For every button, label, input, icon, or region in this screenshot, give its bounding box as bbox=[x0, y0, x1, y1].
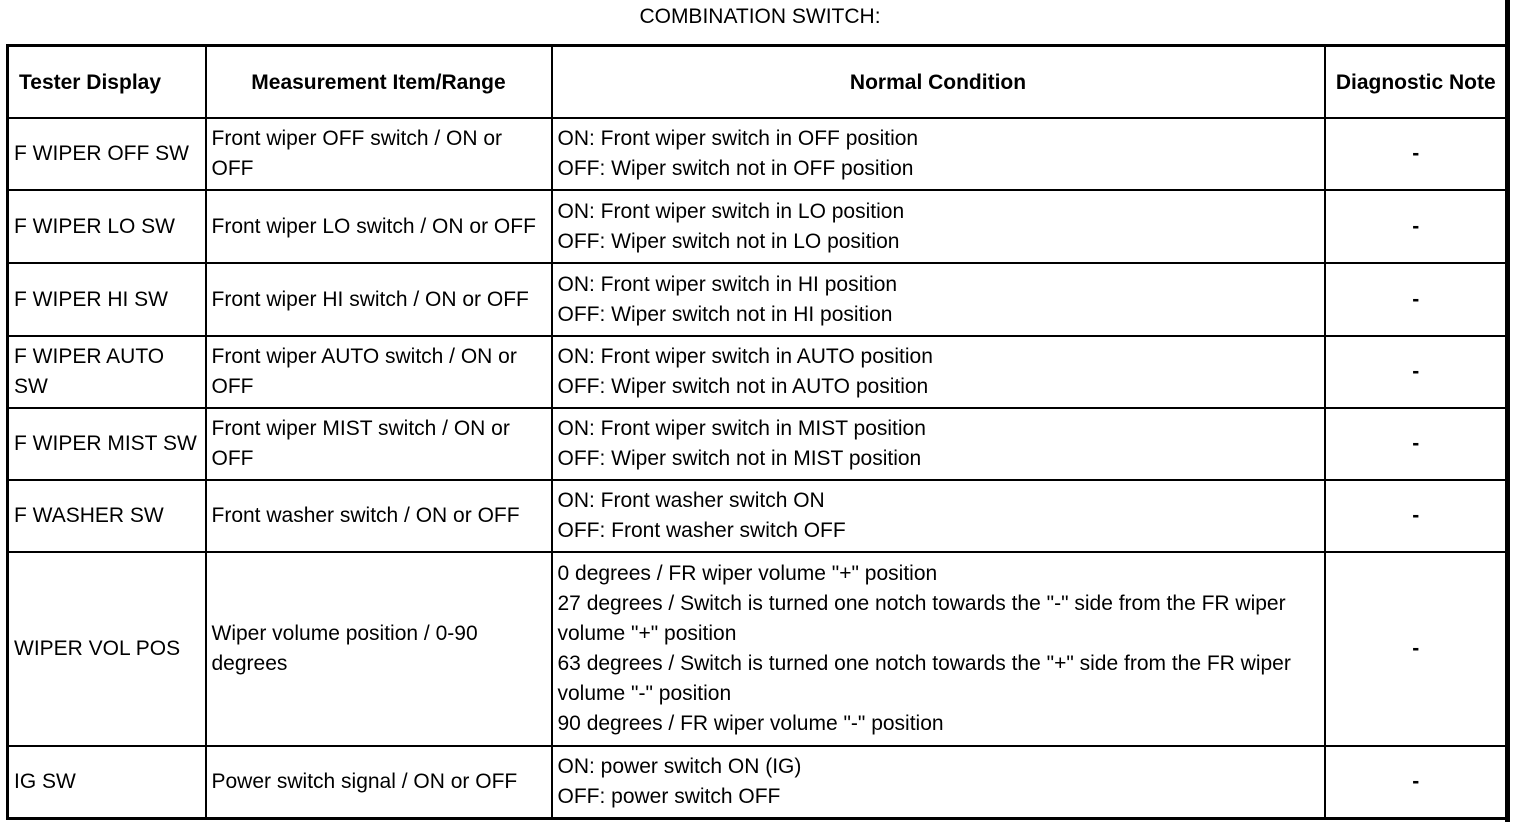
cell-normal-condition bbox=[552, 552, 1325, 746]
condition-line: OFF: Front washer switch OFF bbox=[557, 519, 846, 542]
cell-diagnostic-note: - bbox=[1325, 118, 1508, 190]
cell-measurement-item: Power switch signal / ON or OFF bbox=[206, 746, 552, 818]
cell-tester-display: F WIPER LO SW bbox=[8, 190, 206, 263]
cell-diagnostic-note: - bbox=[1325, 746, 1508, 818]
cell-measurement-item: Front wiper OFF switch / ON or OFF bbox=[206, 118, 552, 190]
header-measurement-item: Measurement Item/Range bbox=[206, 46, 552, 119]
cell-normal-condition bbox=[552, 480, 1325, 552]
cell-normal-condition bbox=[552, 118, 1325, 190]
cell-measurement-item: Front wiper HI switch / ON or OFF bbox=[206, 263, 552, 336]
table-row bbox=[8, 263, 1508, 336]
condition-line: OFF: Wiper switch not in MIST position bbox=[557, 447, 922, 470]
cell-normal-condition bbox=[552, 746, 1325, 818]
cell-diagnostic-note: - bbox=[1325, 336, 1508, 408]
table-row bbox=[8, 480, 1508, 552]
condition-line: ON: Front wiper switch in OFF position bbox=[557, 127, 919, 150]
cell-diagnostic-note: - bbox=[1325, 190, 1508, 263]
cell-diagnostic-note: - bbox=[1325, 552, 1508, 746]
cell-normal-condition bbox=[552, 336, 1325, 408]
cell-normal-condition bbox=[552, 408, 1325, 480]
condition-line: ON: Front wiper switch in AUTO position bbox=[557, 345, 933, 368]
condition-line: ON: power switch ON (IG) bbox=[557, 754, 802, 778]
condition-line: OFF: Wiper switch not in AUTO position bbox=[557, 375, 929, 398]
table-row bbox=[8, 746, 1508, 818]
cell-tester-display: F WIPER MIST SW bbox=[8, 408, 206, 480]
cell-measurement-item: Front wiper MIST switch / ON or OFF bbox=[206, 408, 552, 480]
cell-tester-display: F WIPER AUTO SW bbox=[8, 336, 206, 408]
cell-measurement-item: Front washer switch / ON or OFF bbox=[206, 480, 552, 552]
condition-line: OFF: Wiper switch not in HI position bbox=[557, 302, 893, 326]
cell-measurement-item: Front wiper LO switch / ON or OFF bbox=[206, 190, 552, 263]
condition-line: OFF: Wiper switch not in LO position bbox=[557, 229, 900, 253]
cell-measurement-item: Wiper volume position / 0-90 degrees bbox=[206, 552, 552, 746]
condition-line: ON: Front wiper switch in HI position bbox=[557, 272, 898, 296]
table-row bbox=[8, 552, 1508, 746]
cell-tester-display: IG SW bbox=[8, 746, 206, 818]
condition-line: ON: Front washer switch ON bbox=[557, 489, 825, 512]
condition-line: 27 degrees / Switch is turned one notch towards the "-" side from the FR wiper volume "+" position bbox=[557, 592, 1286, 645]
condition-line: 63 degrees / Switch is turned one notch towards the "+" side from the FR wiper volume "-" position bbox=[557, 652, 1291, 705]
cell-diagnostic-note: - bbox=[1325, 408, 1508, 480]
condition-line: OFF: power switch OFF bbox=[557, 784, 781, 808]
header-normal-condition: Normal Condition bbox=[552, 46, 1325, 119]
table-row bbox=[8, 190, 1508, 263]
table-row bbox=[8, 118, 1508, 190]
header-diagnostic-note: Diagnostic Note bbox=[1325, 46, 1508, 119]
page-title: COMBINATION SWITCH: bbox=[639, 5, 881, 28]
condition-line: OFF: Wiper switch not in OFF position bbox=[557, 157, 914, 180]
cell-diagnostic-note: - bbox=[1325, 480, 1508, 552]
cell-measurement-item: Front wiper AUTO switch / ON or OFF bbox=[206, 336, 552, 408]
header-tester-display: Tester Display bbox=[8, 46, 206, 119]
condition-line: 90 degrees / FR wiper volume "-" position bbox=[557, 712, 944, 735]
cell-tester-display: F WIPER OFF SW bbox=[8, 118, 206, 190]
cell-normal-condition bbox=[552, 263, 1325, 336]
cell-tester-display: F WIPER HI SW bbox=[8, 263, 206, 336]
condition-line: 0 degrees / FR wiper volume "+" position bbox=[557, 562, 938, 585]
condition-line: ON: Front wiper switch in LO position bbox=[557, 199, 905, 223]
condition-line: ON: Front wiper switch in MIST position bbox=[557, 417, 926, 440]
table-header-row bbox=[8, 46, 1508, 119]
table-row bbox=[8, 408, 1508, 480]
table-body bbox=[8, 118, 1508, 818]
cell-tester-display: F WASHER SW bbox=[8, 480, 206, 552]
combination-switch-table bbox=[6, 44, 1509, 820]
cell-tester-display: WIPER VOL POS bbox=[8, 552, 206, 746]
table-row bbox=[8, 336, 1508, 408]
cell-diagnostic-note: - bbox=[1325, 263, 1508, 336]
cell-normal-condition bbox=[552, 190, 1325, 263]
